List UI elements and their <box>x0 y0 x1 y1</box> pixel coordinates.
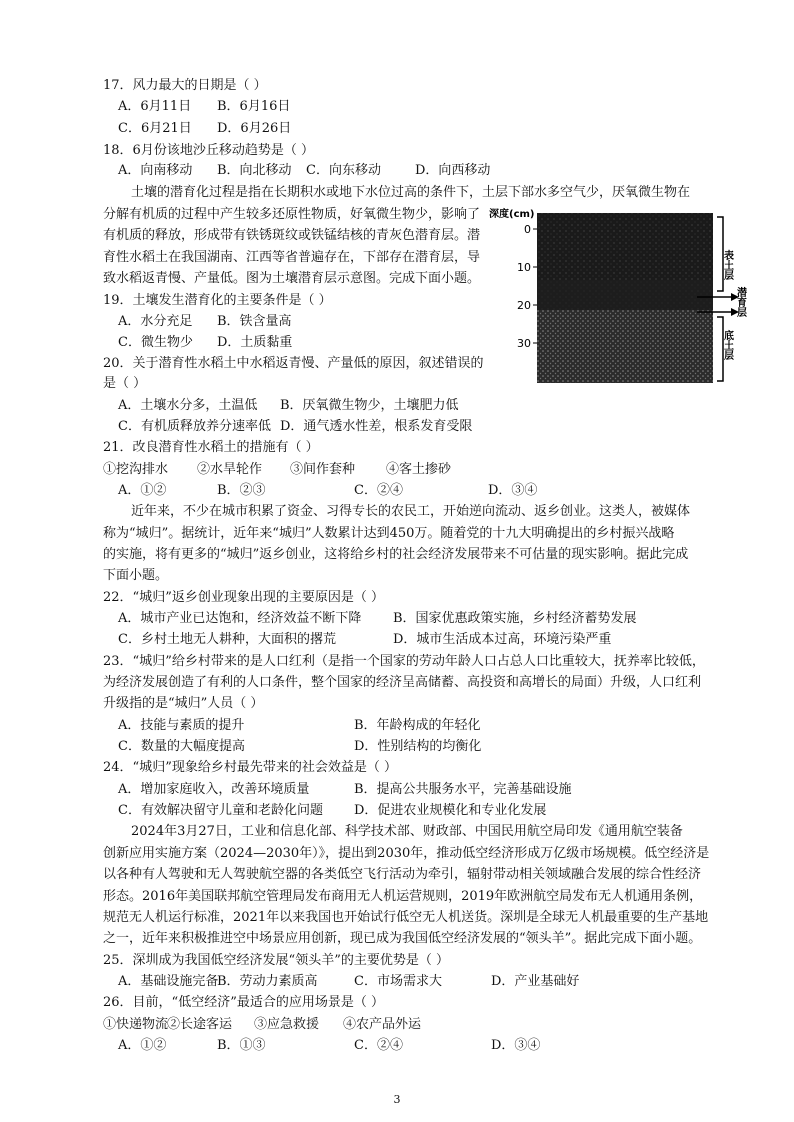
passage1-line: 致水稻返青慢、产量低。图为土壤潜育层示意图。完成下面小题。 <box>103 271 481 286</box>
tick-label: 30 <box>517 337 531 350</box>
q20-option-a: A．土壤水分多，土温低 <box>118 398 258 413</box>
q21-option-b: B．②③ <box>217 483 266 498</box>
q21-option-d: D．③④ <box>488 483 538 498</box>
layer-label-subsoil: 底土层 <box>721 330 733 360</box>
subsoil-band <box>537 310 713 383</box>
soil-profile-figure <box>487 205 747 390</box>
q23-option-c: C．数量的大幅度提高 <box>118 739 245 754</box>
q25-stem: 25．深圳成为我国低空经济发展“领头羊”的主要优势是（ ） <box>103 953 449 968</box>
q20-stem: 20．关于潜育性水稻土中水稻返青慢、产量低的原因，叙述错误的 <box>103 356 484 371</box>
q20-option-b: B．厌氧微生物少，土壤肥力低 <box>280 398 459 413</box>
q17-option-a: A．6月11日 <box>118 99 192 114</box>
q25-option-b: B．劳动力素质高 <box>217 974 318 989</box>
q19-stem: 19．土壤发生潜育化的主要条件是（ ） <box>103 293 332 308</box>
q17-option-c: C．6月21日 <box>118 121 192 136</box>
q17-stem: 17．风力最大的日期是（ ） <box>103 78 267 93</box>
q21-item: ②水旱轮作 <box>197 462 263 477</box>
q21-item: ④客土掺砂 <box>386 462 452 477</box>
layer-label-topsoil: 表土层 <box>721 250 733 280</box>
q23-stem-cont: 为经济发展创造了有利的人口条件，整个国家的经济呈高储蓄、高投资和高增长的局面）升级，人口红利 <box>103 675 702 690</box>
passage3-line: 规范无人机运行标准，2021年以来我国也开始试行低空无人机送货。深圳是全球无人机最重要的生产基地 <box>103 910 709 925</box>
q21-option-c: C．②④ <box>354 483 403 498</box>
q20-stem-cont: 是（ ） <box>103 376 147 391</box>
q26-item: ③应急救援 <box>254 1017 320 1032</box>
q18-option-c: C．向东移动 <box>306 163 381 178</box>
q23-option-d: D．性别结构的均衡化 <box>354 739 482 754</box>
q26-option-d: D．③④ <box>491 1038 541 1053</box>
passage2-line: 下面小题。 <box>103 568 169 583</box>
q19-option-c: C．微生物少 <box>118 335 193 350</box>
q19-option-a: A．水分充足 <box>118 314 193 329</box>
q26-item: ②长途客运 <box>167 1017 233 1032</box>
q19-option-b: B．铁含量高 <box>217 314 292 329</box>
passage3-line: 之一，近年来积极推进空中场景应用创新，现已成为我国低空经济发展的“领头羊”。据此完成下面小题。 <box>103 931 702 946</box>
q25-option-a: A．基础设施完备 <box>118 974 219 989</box>
passage3-line: 2024年3月27日，工业和信息化部、科学技术部、财政部、中国民用航空局印发《通用航空装备 <box>131 824 683 839</box>
q25-option-d: D．产业基础好 <box>491 974 580 989</box>
passage3-line: 以各种有人驾驶和无人驾驶航空器的各类低空飞行活动为牵引，辐射带动相关领域融合发展的综合性经济 <box>103 867 702 882</box>
q20-option-d: D．通气透水性差，根系发育受限 <box>280 419 473 434</box>
q21-item: ③间作套种 <box>290 462 356 477</box>
passage1-line: 分解有机质的过程中产生较多还原性物质，好氧微生物少，影响了 <box>103 207 481 222</box>
q22-stem: 22．“城归”返乡创业现象出现的主要原因是（ ） <box>103 590 384 605</box>
passage3-line: 创新应用实施方案（2024—2030年）》，提出到2030年，推动低空经济形成万亿级市场规模。低空经济是 <box>103 846 710 861</box>
gleyed-band <box>537 280 713 310</box>
q22-option-c: C．乡村土地无人耕种，大面积的撂荒 <box>118 632 336 647</box>
q21-item: ①挖沟排水 <box>103 462 169 477</box>
q23-stem-cont: 升级指的是“城归”人员（ ） <box>103 696 264 711</box>
figure-ylabel: 深度(cm) <box>489 209 535 220</box>
tick-label: 20 <box>517 299 531 312</box>
q24-option-a: A．增加家庭收入，改善环境质量 <box>118 782 310 797</box>
q18-option-d: D．向西移动 <box>415 163 491 178</box>
q26-option-c: C．②④ <box>354 1038 403 1053</box>
q26-option-b: B．①③ <box>217 1038 266 1053</box>
q17-option-d: D．6月26日 <box>217 121 292 136</box>
q23-stem: 23．“城归”给乡村带来的是人口红利（是指一个国家的劳动年龄人口占总人口比重较大，抚养率比较低， <box>103 654 705 669</box>
q23-option-b: B．年龄构成的年轻化 <box>354 718 481 733</box>
layer-label-gley: 潜育层 <box>734 287 746 317</box>
q26-item: ①快递物流 <box>103 1017 169 1032</box>
q20-option-c: C．有机质释放养分速率低 <box>118 419 271 434</box>
passage1-line: 育性水稻土在我国湖南、江西等省普遍存在，下部存在潜育层，导 <box>103 250 481 265</box>
q26-option-a: A．①② <box>118 1038 167 1053</box>
q19-option-d: D．土质黏重 <box>217 335 293 350</box>
q24-option-d: D．促进农业规模化和专业化发展 <box>354 803 547 818</box>
q18-stem: 18．6月份该地沙丘移动趋势是（ ） <box>103 143 314 158</box>
q22-option-a: A．城市产业已达饱和，经济效益不断下降 <box>118 611 362 626</box>
q23-option-a: A．技能与素质的提升 <box>118 718 245 733</box>
q22-option-b: B．国家优惠政策实施，乡村经济蓄势发展 <box>393 611 637 626</box>
q21-stem: 21．改良潜育性水稻土的措施有（ ） <box>103 440 319 455</box>
q18-option-b: B．向北移动 <box>217 163 292 178</box>
q24-option-b: B．提高公共服务水平，完善基础设施 <box>354 782 572 797</box>
q26-stem: 26．目前，“低空经济”最适合的应用场景是（ ） <box>103 995 384 1010</box>
q24-option-c: C．有效解决留守儿童和老龄化问题 <box>118 803 323 818</box>
page-number: 3 <box>393 1093 401 1106</box>
q18-option-a: A．向南移动 <box>118 163 193 178</box>
tick-label: 0 <box>524 223 531 236</box>
passage1-line: 土壤的潜育化过程是指在长期积水或地下水位过高的条件下，土层下部水多空气少，厌氧微生物在 <box>131 185 691 200</box>
q24-stem: 24．“城归”现象给乡村最先带来的社会效益是（ ） <box>103 760 397 775</box>
q26-item: ④农产品外运 <box>343 1017 422 1032</box>
q22-option-d: D．城市生活成本过高，环境污染严重 <box>393 632 612 647</box>
q25-option-c: C．市场需求大 <box>354 974 442 989</box>
q21-option-a: A．①② <box>118 483 167 498</box>
passage2-line: 的实施，将有更多的“城归”返乡创业，这将给乡村的社会经济发展带来不可估量的现实影响。据此完成 <box>103 547 689 562</box>
passage3-line: 形态。2016年美国联邦航空管理局发布商用无人机运营规则，2019年欧洲航空局发布无人机通用条例， <box>103 889 703 904</box>
passage2-line: 称为“城归”。据统计，近年来“城归”人数累计达到450万。随着党的十九大明确提出的乡村振兴战略 <box>103 526 675 541</box>
tick-label: 10 <box>517 261 531 274</box>
passage2-line: 近年来，不少在城市积累了资金、习得专长的农民工，开始逆向流动、返乡创业。这类人，被媒体 <box>131 504 691 519</box>
q17-option-b: B．6月16日 <box>217 99 291 114</box>
passage1-line: 有机质的释放，形成带有铁锈斑纹或铁锰结核的青灰色潜育层。潜 <box>103 228 481 243</box>
